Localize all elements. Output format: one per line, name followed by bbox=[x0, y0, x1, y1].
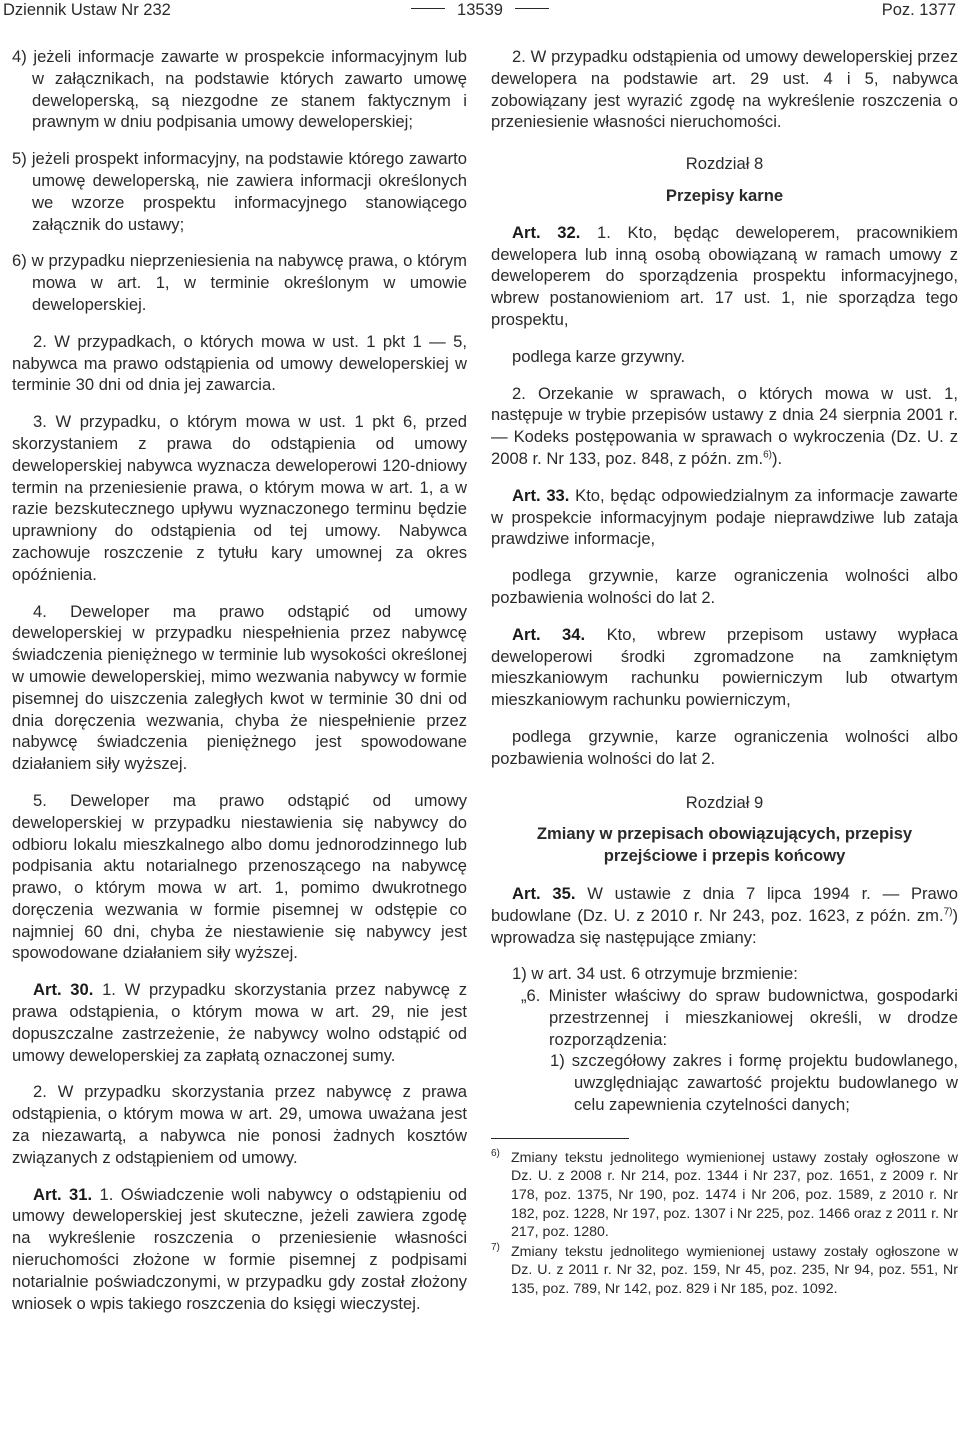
journal-title: Dziennik Ustaw Nr 232 bbox=[3, 1, 171, 19]
left-column bbox=[12, 46, 467, 1314]
left-item-6: 6) w przypadku nieprzeniesienia na nabywcę prawa, o którym mowa w art. 1, w terminie określonym w umowie deweloperskiej. bbox=[12, 251, 467, 314]
article-34-penalty: podlega grzywnie, karze ograniczenia wolności albo pozbawienia wolności do lat 2. bbox=[491, 726, 958, 768]
position-number: Poz. 1377 bbox=[881, 1, 956, 19]
right-paragraph-2: 2. W przypadku odstąpienia od umowy deweloperskiej przez dewelopera na podstawie art. 29 ust. 4 i 5, nabywca zobowiązany jest wyrazić zgodę na wykreślenie roszczenia o przeniesienie własności nieruchomości. bbox=[491, 47, 958, 132]
article-35-text: W ustawie z dnia 7 lipca 1994 r. — Prawo budowlane (Dz. U. z 2010 r. Nr 243, poz. 1623, z późn. zm. bbox=[491, 883, 958, 925]
footnote-7-text: Zmiany tekstu jednolitego wymienionej ustawy zostały ogłoszone w Dz. U. z 2011 r. Nr 32, poz. 159, Nr 45, poz. 235, Nr 94, poz. 551, Nr 135, poz. 789, Nr 142, poz. 829 i Nr 185, poz. 1092. bbox=[511, 1243, 958, 1298]
chapter-8-heading: Rozdział 8 bbox=[685, 154, 764, 174]
rule-right bbox=[515, 8, 549, 9]
article-30-label: Art. 30. bbox=[33, 980, 94, 1000]
article-33-penalty: podlega grzywnie, karze ograniczenia wolności albo pozbawienia wolności do lat 2. bbox=[491, 566, 958, 607]
article-32-paragraph-2-end: ). bbox=[772, 448, 783, 468]
footnote-rule bbox=[491, 1138, 629, 1139]
rule-left bbox=[411, 8, 445, 9]
article-35-text-end: ) wprowadza się następujące zmiany: bbox=[491, 905, 958, 947]
left-item-5: 5) jeżeli prospekt informacyjny, na podstawie którego zawarto umowę deweloperską, nie zawiera informacji określonych we wzorze prospektu informacyjnego stanowiącego załącznik do ustawy; bbox=[12, 149, 467, 234]
article-32-paragraph-2-text: 2. Orzekanie w sprawach, o których mowa w ust. 1, następuje w trybie przepisów ustawy z dnia 24 sierpnia 2001 r. — Kodeks postępowania w sprawach o wykroczenia (Dz. U. z 2008 r. Nr 133, poz. 848, z późn. zm. bbox=[491, 383, 958, 468]
footnote-ref-7: 7) bbox=[943, 906, 953, 918]
footnote-7: 7) Zmiany tekstu jednolitego wymienionej ustawy zostały ogłoszone w Dz. U. z 2011 r. Nr 32, poz. 159, Nr 45, poz. 235, Nr 94, poz. 551, Nr 135, poz. 789, Nr 142, poz. 829 i Nr 185, poz. 1092. bbox=[491, 1242, 958, 1298]
article-35 bbox=[491, 883, 958, 948]
article-33-label: Art. 33. bbox=[512, 485, 570, 505]
quoted-paragraph-6: „6. Minister właściwy do spraw budownictwa, gospodarki przestrzennej i mieszkaniowej określi, w drodze rozporządzenia: bbox=[521, 986, 958, 1049]
right-column bbox=[491, 46, 958, 1299]
article-32 bbox=[491, 222, 958, 331]
article-32-text: 1. Kto, będąc deweloperem, pracownikiem dewelopera lub inną osobą obowiązaną w ramach umowy z deweloperem do sporządzenia prospektu informacyjnego, wbrew postanowieniom art. 17 ust. 1, nie sporządza tego prospektu, bbox=[491, 222, 958, 329]
page-number-text: 13539 bbox=[457, 1, 503, 19]
footnote-6-text: Zmiany tekstu jednolitego wymienionej ustawy zostały ogłoszone w Dz. U. z 2008 r. Nr 214, poz. 1344 i Nr 237, poz. 1651, z 2009 r. Nr 178, poz. 1375, Nr 190, poz. 1474 i Nr 206, poz. 1589, z 2010 r. Nr 182, poz. 1228, Nr 197, poz. 1307 i Nr 225, poz. 1466 oraz z 2011 r. Nr 217, poz. 1280. bbox=[511, 1149, 958, 1241]
article-32-label: Art. 32. bbox=[512, 222, 581, 242]
footnote-ref-6: 6) bbox=[763, 449, 773, 461]
left-paragraph-3: 3. W przypadku, o którym mowa w ust. 1 pkt 6, przed skorzystaniem z prawa do odstąpienia od umowy deweloperskiej nabywca wyznacza deweloperowi 120-dniowy termin na przeniesienie prawa, o którym mowa w art. 1, a w razie bezskutecznego upływu wyznaczonego terminu będzie uprawniony do odstąpienia od tej umowy. Nabywca zachowuje roszczenie z tytułu kary umownej za okres opóźnienia. bbox=[12, 412, 467, 584]
page-number bbox=[0, 0, 960, 20]
article-30-paragraph-2: 2. W przypadku skorzystania przez nabywcę z prawa odstąpienia, o którym mowa w art. 29, umowa uważana jest za niezawartą, a nabywca nie ponosi żadnych kosztów związanych z odstąpieniem od umowy. bbox=[12, 1082, 467, 1167]
left-paragraph-4: 4. Deweloper ma prawo odstąpić od umowy deweloperskiej w przypadku niespełnienia przez nabywcę świadczenia pieniężnego w terminie lub wysokości określonej w umowie deweloperskiej, mimo wezwania nabywcy w formie pisemnej do uiszczenia zaległych kwot w terminie 30 dni od dnia doręczenia wezwania, chyba że niespełnienie przez nabywcę świadczenia pieniężnego jest spowodowane działaniem siły wyższej. bbox=[12, 601, 467, 774]
left-item-4: 4) jeżeli informacje zawarte w prospekcie informacyjnym lub w załącznikach, na podstawie których zawarto umowę deweloperską, są niezgodne ze stanem faktycznym i prawnym w dniu podpisania umowy deweloperskiej; bbox=[12, 47, 467, 132]
quoted-subitem-1: 1) szczegółowy zakres i formę projektu budowlanego, uwzględniając zawartość projektu budowlanego w celu zapewnienia czytelności danych; bbox=[550, 1051, 958, 1115]
article-35-label: Art. 35. bbox=[512, 883, 576, 903]
article-31 bbox=[12, 1184, 467, 1315]
page-header bbox=[0, 0, 960, 22]
chapter-9-heading: Rozdział 9 bbox=[685, 792, 764, 812]
article-32-penalty: podlega karze grzywny. bbox=[512, 346, 686, 366]
article-33-text: Kto, będąc odpowiedzialnym za informacje zawarte w prospekcie informacyjnym podaje nieprawdziwe lub zataja prawdziwe informacje, bbox=[491, 485, 958, 549]
chapter-8-title: Przepisy karne bbox=[665, 185, 784, 205]
article-33 bbox=[491, 485, 958, 550]
article-34 bbox=[491, 624, 958, 711]
article-30-text: 1. W przypadku skorzystania przez nabywcę z prawa odstąpienia, o którym mowa w art. 29, nie jest dopuszczalne zastrzeżenie, że nabywcy wolno odstąpić od umowy deweloperskiej za zapłatą oznaczonej sumy. bbox=[12, 980, 467, 1065]
article-31-text: 1. Oświadczenie woli nabywcy o odstąpieniu od umowy deweloperskiej jest skuteczne, jeżeli zawiera zgodę na wykreślenie roszczenia o przeniesienie własności nieruchomości złożone w formie pisemnej z podpisami notarialnie poświadczonymi, w przypadku gdy został złożony wniosek o wpis takiego roszczenia do księgi wieczystej. bbox=[12, 1184, 467, 1313]
article-32-paragraph-2 bbox=[491, 383, 958, 470]
amendment-item-1: 1) w art. 34 ust. 6 otrzymuje brzmienie: bbox=[512, 964, 798, 984]
article-34-label: Art. 34. bbox=[512, 624, 586, 644]
left-paragraph-2: 2. W przypadkach, o których mowa w ust. 1 pkt 1 — 5, nabywca ma prawo odstąpienia od umowy deweloperskiej w terminie 30 dni od dnia jej zawarcia. bbox=[12, 331, 467, 395]
footnote-6: 6) Zmiany tekstu jednolitego wymienionej ustawy zostały ogłoszone w Dz. U. z 2008 r. Nr 214, poz. 1344 i Nr 237, poz. 1651, z 2009 r. Nr 178, poz. 1375, Nr 190, poz. 1474 i Nr 206, poz. 1589, z 2010 r. Nr 182, poz. 1228, Nr 197, poz. 1307 i Nr 225, poz. 1466 oraz z 2011 r. Nr 217, poz. 1280. bbox=[491, 1148, 958, 1241]
chapter-9-title: Zmiany w przepisach obowiązujących, przepisy przejściowe i przepis końcowy bbox=[536, 824, 913, 866]
article-31-label: Art. 31. bbox=[33, 1184, 93, 1204]
left-paragraph-5: 5. Deweloper ma prawo odstąpić od umowy deweloperskiej w przypadku niestawienia się nabywcy do odbioru lokalu mieszkalnego albo domu jednorodzinnego lub podpisania aktu notarialnego przenoszącego na nabywcę prawo, o którym mowa w art. 1, pomimo dwukrotnego doręczenia wezwania w formie pisemnej w odstępie co najmniej 60 dni, chyba że niestawienie się nabywcy jest spowodowane działaniem siły wyższej. bbox=[12, 790, 467, 963]
article-34-text: Kto, wbrew przepisom ustawy wypłaca deweloperowi środki zgromadzone na zamkniętym mieszkaniowym rachunku powierniczym lub otwartym mieszkaniowym rachunku powierniczym, bbox=[491, 624, 958, 710]
article-30 bbox=[12, 979, 467, 1066]
